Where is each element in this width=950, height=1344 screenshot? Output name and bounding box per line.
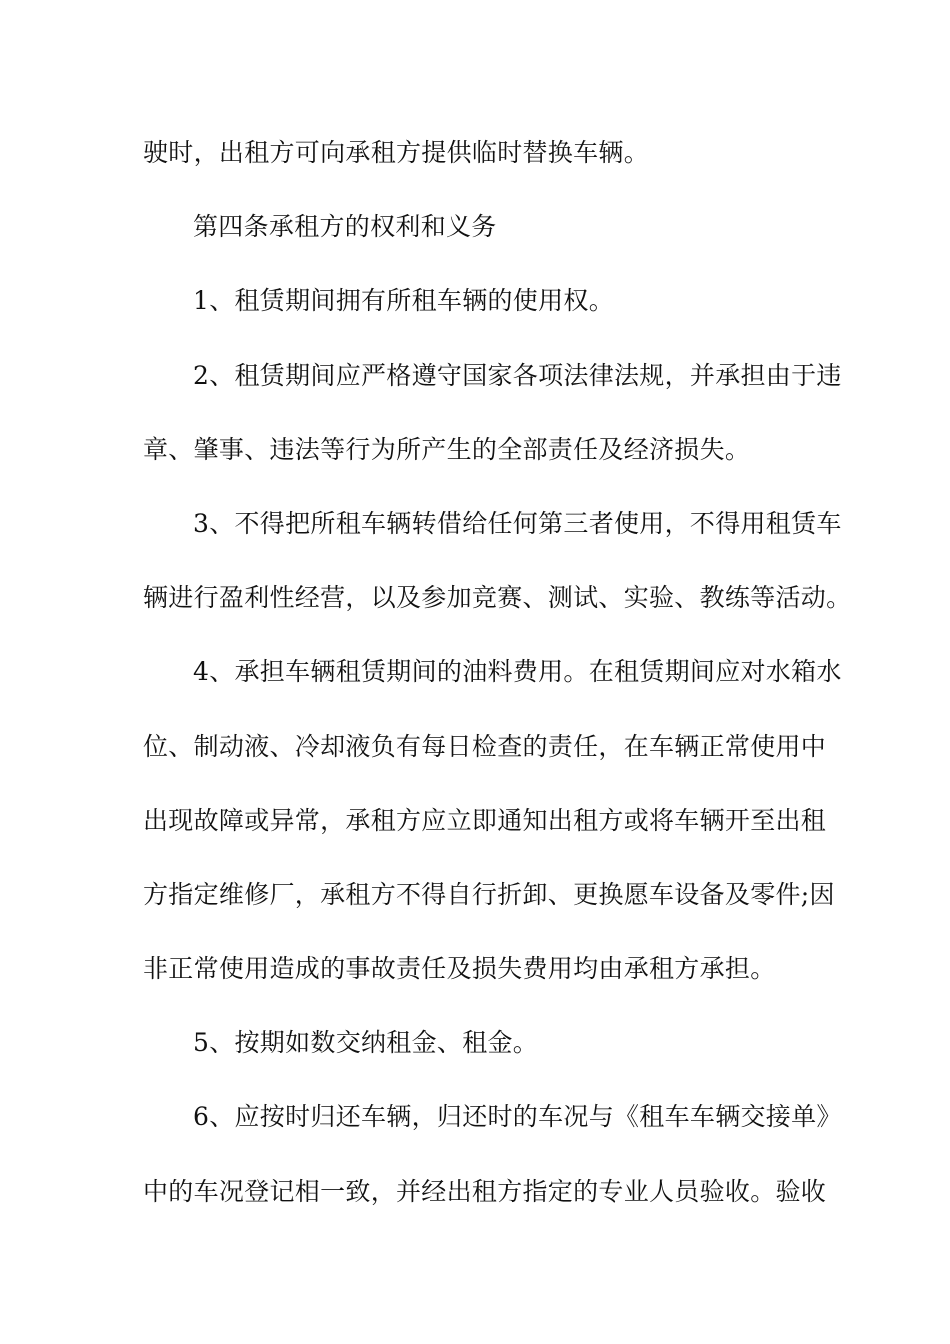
clause-6-line-2: 中的车况登记相一致，并经出租方指定的专业人员验收。验收 — [143, 1176, 827, 1206]
clause-6-line-1: 6、应按时归还车辆，归还时的车况与《租车车辆交接单》 — [193, 1102, 842, 1132]
clause-3-line-2: 辆进行盈利性经营，以及参加竞赛、测试、实验、教练等活动。 — [143, 583, 852, 613]
clause-4-line-2: 位、制动液、冷却液负有每日检查的责任，在车辆正常使用中 — [143, 731, 827, 761]
clause-2-line-1: 2、租赁期间应严格遵守国家各项法律法规，并承担由于违 — [193, 360, 842, 390]
clause-4-line-3: 出现故障或异常，承租方应立即通知出租方或将车辆开至出租 — [143, 805, 827, 835]
text-line-continuation: 驶时，出租方可向承租方提供临时替换车辆。 — [143, 138, 650, 167]
clause-1-line-1: 1、租赁期间拥有所租车辆的使用权。 — [193, 286, 615, 316]
clause-4-line-4: 方指定维修厂，承租方不得自行折卸、更换愿车设备及零件;因 — [143, 879, 835, 909]
clause-5-line-1: 5、按期如数交纳租金、租金。 — [193, 1028, 539, 1058]
clause-4-line-5: 非正常使用造成的事故责任及损失费用均由承租方承担。 — [143, 954, 776, 984]
clause-3-line-1: 3、不得把所租车辆转借给任何第三者使用，不得用租赁车 — [193, 508, 842, 538]
document-body — [143, 128, 852, 1241]
clause-4-line-1: 4、承担车辆租赁期间的油料费用。在租赁期间应对水箱水 — [193, 657, 842, 687]
section-heading-article-4: 第四条承租方的权利和义务 — [193, 212, 497, 242]
clause-2-line-2: 章、肇事、违法等行为所产生的全部责任及经济损失。 — [143, 434, 751, 464]
